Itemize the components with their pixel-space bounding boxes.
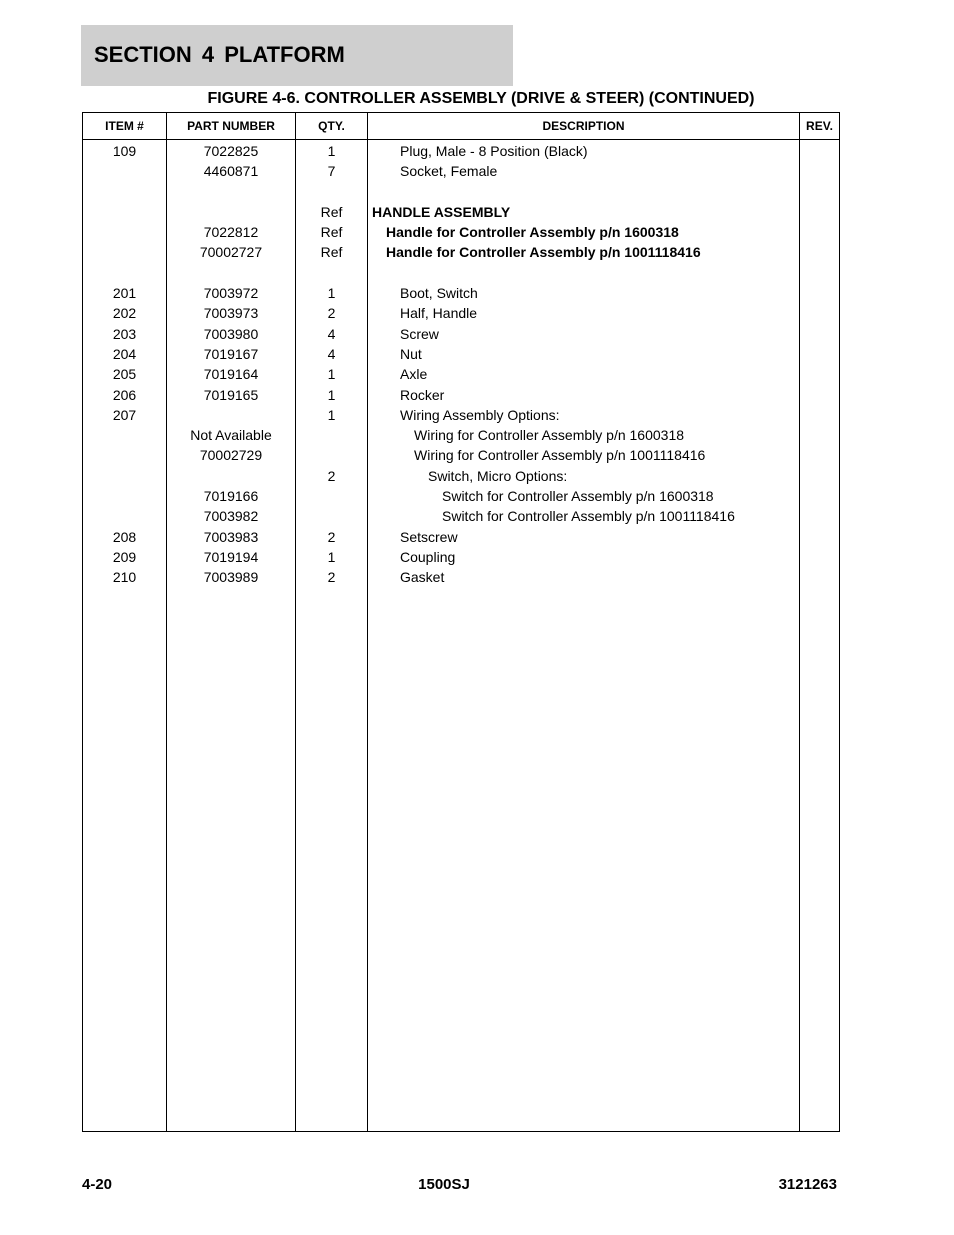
qty-cell: Ref bbox=[320, 203, 343, 220]
table-row bbox=[83, 466, 839, 486]
table-row bbox=[83, 222, 839, 242]
part-number-cell: 7019166 bbox=[203, 488, 259, 505]
part-number-cell: 7003973 bbox=[203, 305, 259, 322]
qty-cell: 1 bbox=[327, 548, 336, 565]
part-number-cell: 7003972 bbox=[203, 285, 259, 302]
table-row bbox=[83, 263, 839, 283]
item-cell: 109 bbox=[112, 143, 137, 159]
part-number-cell: 7022825 bbox=[203, 143, 259, 159]
section-banner bbox=[81, 25, 513, 86]
table-row bbox=[83, 303, 839, 323]
header-rev: REV. bbox=[806, 119, 833, 133]
item-cell: 210 bbox=[112, 569, 137, 586]
qty-cell: Ref bbox=[320, 224, 343, 241]
table-row bbox=[83, 385, 839, 405]
qty-cell: 2 bbox=[327, 528, 336, 545]
qty-cell: 1 bbox=[327, 406, 336, 423]
header-part-number: PART NUMBER bbox=[187, 119, 275, 133]
qty-cell: 2 bbox=[327, 569, 336, 586]
part-number-cell: 70002729 bbox=[199, 447, 263, 464]
table-row bbox=[83, 242, 839, 262]
description-cell: Wiring for Controller Assembly p/n 1001118416 bbox=[414, 447, 706, 464]
part-number-cell: 4460871 bbox=[203, 163, 259, 180]
part-number-cell: 7003989 bbox=[203, 569, 259, 586]
description-cell: Setscrew bbox=[400, 528, 458, 545]
header-description: DESCRIPTION bbox=[542, 119, 625, 133]
qty-cell: 1 bbox=[327, 386, 336, 403]
item-cell: 204 bbox=[112, 345, 137, 362]
qty-cell: 4 bbox=[327, 325, 336, 342]
description-cell: Wiring Assembly Options: bbox=[400, 406, 560, 423]
section-title: SECTION 4 PLATFORM bbox=[94, 42, 345, 67]
table-body bbox=[83, 141, 839, 588]
table-row bbox=[83, 324, 839, 344]
table-row bbox=[83, 547, 839, 567]
table-row bbox=[83, 161, 839, 181]
part-number-cell: 7003980 bbox=[203, 325, 259, 342]
header-divider bbox=[83, 139, 839, 140]
description-cell: Wiring for Controller Assembly p/n 1600318 bbox=[414, 427, 685, 444]
item-cell: 205 bbox=[112, 366, 137, 383]
qty-cell: 2 bbox=[327, 467, 336, 484]
table-row bbox=[83, 141, 839, 161]
description-cell: Gasket bbox=[400, 569, 445, 586]
part-number-cell: 7019164 bbox=[203, 366, 259, 383]
description-cell: Handle for Controller Assembly p/n 1600318 bbox=[386, 224, 679, 241]
item-cell: 207 bbox=[112, 406, 137, 423]
part-number-cell: 7019167 bbox=[203, 345, 259, 362]
header-item: ITEM # bbox=[105, 119, 144, 133]
table-row bbox=[83, 486, 839, 506]
qty-cell: 1 bbox=[327, 143, 336, 159]
document-number: 3121263 bbox=[778, 1176, 837, 1193]
page-number: 4-20 bbox=[82, 1176, 113, 1193]
table-row bbox=[83, 202, 839, 222]
table-row bbox=[83, 364, 839, 384]
part-number-cell: 7019165 bbox=[203, 386, 259, 403]
qty-cell: 1 bbox=[327, 366, 336, 383]
description-cell: Half, Handle bbox=[400, 305, 478, 322]
item-cell: 202 bbox=[112, 305, 137, 322]
qty-cell: 7 bbox=[327, 163, 336, 180]
part-number-cell: 7003983 bbox=[203, 528, 259, 545]
description-cell: Rocker bbox=[400, 386, 445, 403]
item-cell: 209 bbox=[112, 548, 137, 565]
table-row bbox=[83, 182, 839, 202]
model-name: 1500SJ bbox=[418, 1176, 470, 1193]
table-row bbox=[83, 567, 839, 587]
item-cell: 201 bbox=[112, 285, 137, 302]
qty-cell: Ref bbox=[320, 244, 343, 261]
table-row bbox=[83, 506, 839, 526]
qty-cell: 2 bbox=[327, 305, 336, 322]
table-row bbox=[83, 405, 839, 425]
qty-cell: 1 bbox=[327, 285, 336, 302]
description-cell: Axle bbox=[400, 366, 428, 383]
part-number-cell: 7003982 bbox=[203, 508, 259, 525]
parts-table bbox=[82, 112, 840, 1132]
item-cell: 206 bbox=[112, 386, 137, 403]
description-cell: Switch for Controller Assembly p/n 1001118416 bbox=[442, 508, 735, 525]
table-row bbox=[83, 445, 839, 465]
description-cell: HANDLE ASSEMBLY bbox=[372, 203, 511, 220]
figure-title: FIGURE 4-6. CONTROLLER ASSEMBLY (DRIVE & STEER) (CONTINUED) bbox=[207, 90, 755, 107]
description-cell: Socket, Female bbox=[400, 163, 498, 180]
description-cell: Plug, Male - 8 Position (Black) bbox=[400, 143, 588, 159]
description-cell: Switch, Micro Options: bbox=[428, 467, 568, 484]
description-cell: Boot, Switch bbox=[400, 285, 478, 302]
part-number-cell: Not Available bbox=[190, 427, 272, 444]
description-cell: Switch for Controller Assembly p/n 1600318 bbox=[442, 488, 714, 505]
table-row bbox=[83, 283, 839, 303]
description-cell: Screw bbox=[400, 325, 439, 342]
part-number-cell: 7022812 bbox=[203, 224, 259, 241]
table-row bbox=[83, 425, 839, 445]
item-cell: 208 bbox=[112, 528, 137, 545]
table-row bbox=[83, 527, 839, 547]
header-qty: QTY. bbox=[318, 119, 345, 133]
part-number-cell: 7019194 bbox=[203, 548, 259, 565]
description-cell: Nut bbox=[400, 345, 422, 362]
item-cell: 203 bbox=[112, 325, 137, 342]
description-cell: Coupling bbox=[400, 548, 456, 565]
qty-cell: 4 bbox=[327, 345, 336, 362]
part-number-cell: 70002727 bbox=[199, 244, 263, 261]
description-cell: Handle for Controller Assembly p/n 1001118416 bbox=[386, 244, 701, 261]
table-row bbox=[83, 344, 839, 364]
